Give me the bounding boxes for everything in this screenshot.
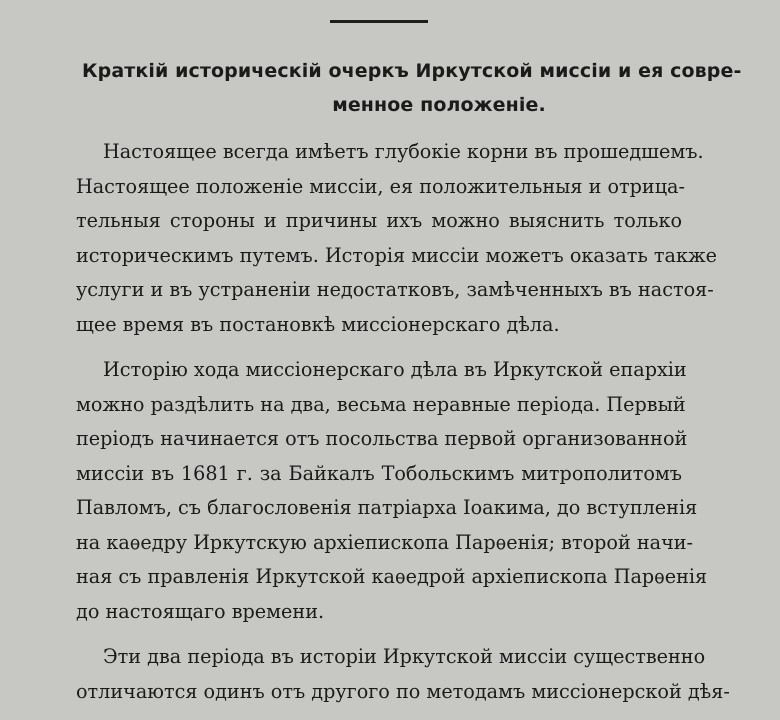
text-line: можно раздѣлить на два, весьма неравные періода. Первый: [76, 392, 686, 416]
text-line: щее время въ постановкѣ миссіонерскаго дѣла.: [76, 312, 560, 336]
text-line: Павломъ, съ благословенія патріарха Іоакима, до вступленія: [76, 496, 698, 519]
chapter-title: [78, 54, 742, 122]
text-line: историческимъ путемъ. Исторія миссіи можетъ оказать также: [76, 243, 717, 267]
text-line: услуги и въ устраненіи недостатковъ, замѣченныхъ въ настоя-: [76, 278, 714, 301]
text-line: періодъ начинается отъ посольства первой организованной: [76, 427, 688, 450]
text-line: Настоящее всегда имѣетъ глубокіе корни въ прошедшемъ.: [103, 140, 704, 163]
document-body: [76, 135, 730, 720]
chapter-title-line-1: Краткій историческій очеркъ Иркутской миссіи и ея совре-: [82, 60, 742, 82]
text-line: отличаются одинъ отъ другого по методамъ миссіонерской дѣя-: [76, 679, 730, 703]
chapter-title-line-2: менное положеніе.: [332, 94, 546, 116]
text-line: Эти два періода въ исторіи Иркутской миссіи существенно: [103, 645, 706, 668]
text-line: ная съ правленія Иркутской каѳедрой архіепископа Парѳенія: [76, 565, 708, 588]
paragraph-1: [76, 135, 717, 342]
paragraph-3: [76, 640, 730, 709]
text-line: Настоящее положеніе миссіи, ея положительныя и отрица-: [76, 174, 685, 198]
text-line: миссіи въ 1681 г. за Байкалъ Тобольскимъ митрополитомъ: [76, 461, 682, 485]
text-line: до настоящаго времени.: [76, 599, 325, 623]
header-rule: [330, 20, 428, 23]
text-line: тельныя стороны и причины ихъ можно выяснить только: [76, 209, 682, 232]
text-line: Исторію хода миссіонерскаго дѣла въ Иркутской епархіи: [103, 358, 687, 381]
paragraph-2: [76, 353, 708, 629]
text-line: на каѳедру Иркутскую архіепископа Парѳенія; второй начи-: [76, 530, 694, 554]
